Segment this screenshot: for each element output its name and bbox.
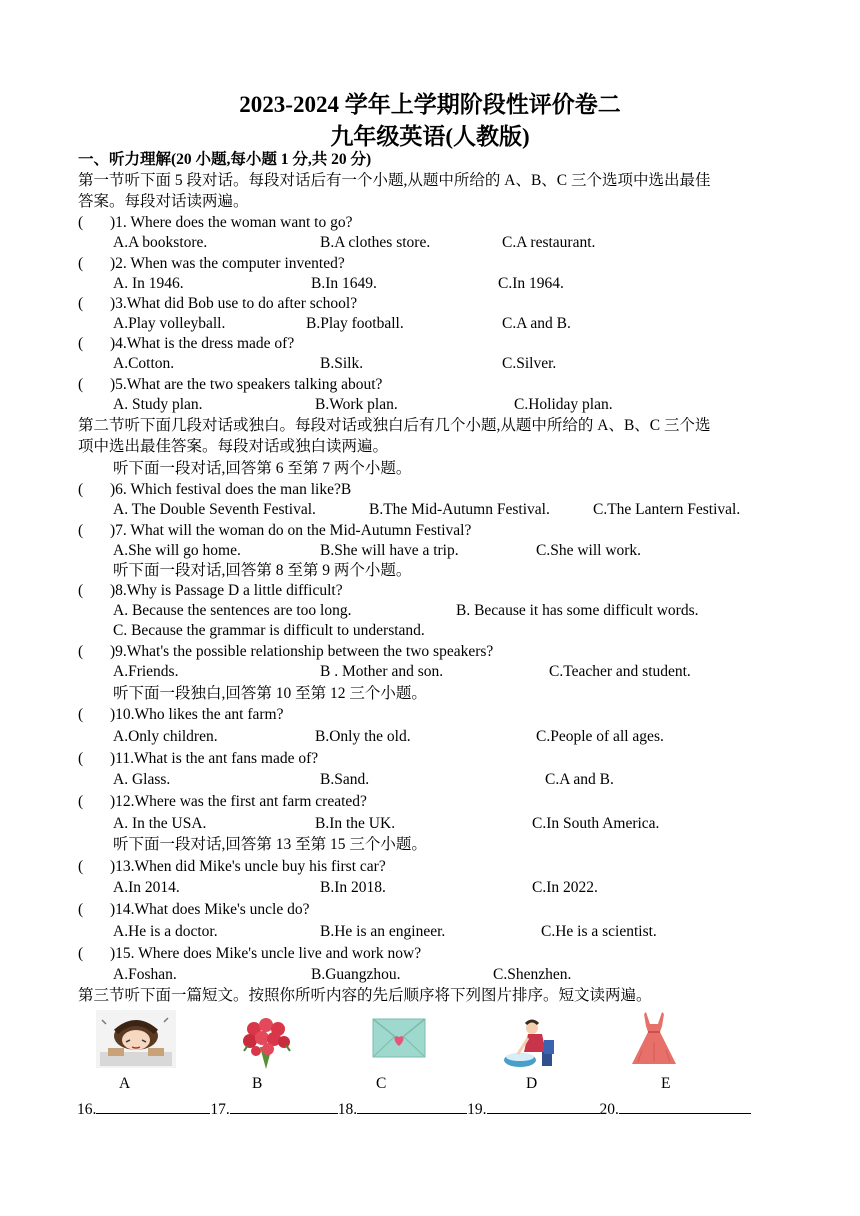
sec3-instruction: 第三节听下面一篇短文。按照你所听内容的先后顺序将下列图片排序。短文读两遍。 bbox=[78, 987, 652, 1004]
question-2: ( )2. When was the computer invented? bbox=[78, 255, 345, 272]
q3-option-b: B.Play football. bbox=[306, 315, 404, 332]
tired-girl-icon bbox=[96, 1010, 176, 1068]
question-8: ( )8.Why is Passage D a little difficult? bbox=[78, 582, 343, 599]
q15-option-a: A.Foshan. bbox=[113, 966, 177, 983]
q11-option-c: C.A and B. bbox=[545, 771, 614, 788]
listen-instruction-6-7: 听下面一段对话,回答第 6 至第 7 两个小题。 bbox=[113, 460, 412, 477]
question-10: ( )10.Who likes the ant farm? bbox=[78, 706, 284, 723]
q15-option-b: B.Guangzhou. bbox=[311, 966, 401, 983]
question-12: ( )12.Where was the first ant farm created? bbox=[78, 793, 367, 810]
q2-option-a: A. In 1946. bbox=[113, 275, 184, 292]
q6-option-c: C.The Lantern Festival. bbox=[593, 501, 741, 518]
question-7: ( )7. What will the woman do on the Mid-Autumn Festival? bbox=[78, 522, 472, 539]
picture-label-e: E bbox=[661, 1075, 671, 1092]
q1-option-b: B.A clothes store. bbox=[320, 234, 431, 251]
q9-option-a: A.Friends. bbox=[113, 663, 179, 680]
question-5: ( )5.What are the two speakers talking about? bbox=[78, 376, 383, 393]
q9-option-c: C.Teacher and student. bbox=[549, 663, 691, 680]
q6-option-a: A. The Double Seventh Festival. bbox=[113, 501, 316, 518]
q13-option-a: A.In 2014. bbox=[113, 879, 180, 896]
question-11: ( )11.What is the ant fans made of? bbox=[78, 750, 319, 767]
q1-option-a: A.A bookstore. bbox=[113, 234, 208, 251]
q7-option-a: A.She will go home. bbox=[113, 542, 241, 559]
q12-option-b: B.In the UK. bbox=[315, 815, 396, 832]
q4-option-a: A.Cotton. bbox=[113, 355, 175, 372]
q10-option-b: B.Only the old. bbox=[315, 728, 411, 745]
picture-label-a: A bbox=[119, 1075, 131, 1092]
picture-label-d: D bbox=[526, 1075, 538, 1092]
q5-option-a: A. Study plan. bbox=[113, 396, 203, 413]
sec1-instruction-line1: 第一节听下面 5 段对话。每段对话后有一个小题,从题中所给的 A、B、C 三个选项中选出最佳 bbox=[78, 172, 711, 189]
question-14: ( )14.What does Mike's uncle do? bbox=[78, 901, 310, 918]
q8-option-c: C. Because the grammar is difficult to understand. bbox=[113, 622, 425, 639]
blank-label-20: 20. bbox=[599, 1101, 619, 1118]
picture-label-b: B bbox=[252, 1075, 263, 1092]
q9-option-b: B . Mother and son. bbox=[320, 663, 444, 680]
blank-label-19: 19. bbox=[467, 1101, 487, 1118]
part1-heading: 一、听力理解(20 小题,每小题 1 分,共 20 分) bbox=[78, 151, 372, 168]
listen-instruction-13-15: 听下面一段对话,回答第 13 至第 15 三个小题。 bbox=[113, 836, 427, 853]
sec1-instruction-line2: 答案。每段对话读两遍。 bbox=[78, 193, 249, 210]
picture-label-c: C bbox=[376, 1075, 387, 1092]
answer-blank-16[interactable] bbox=[96, 1097, 210, 1114]
q3-option-c: C.A and B. bbox=[502, 315, 571, 332]
question-3: ( )3.What did Bob use to do after school? bbox=[78, 295, 358, 312]
q14-option-c: C.He is a scientist. bbox=[541, 923, 657, 940]
q11-option-a: A. Glass. bbox=[113, 771, 171, 788]
sec2-instruction-line1: 第二节听下面几段对话或独白。每段对话或独白后有几个小题,从题中所给的 A、B、C 三个选 bbox=[78, 417, 711, 434]
q1-option-c: C.A restaurant. bbox=[502, 234, 596, 251]
answer-blank-19[interactable] bbox=[487, 1097, 600, 1114]
question-1: ( )1. Where does the woman want to go? bbox=[78, 214, 353, 231]
question-9: ( )9.What's the possible relationship between the two speakers? bbox=[78, 643, 494, 660]
flower-bouquet-icon bbox=[240, 1015, 292, 1071]
listen-instruction-10-12: 听下面一段独白,回答第 10 至第 12 三个小题。 bbox=[113, 685, 427, 702]
q5-option-b: B.Work plan. bbox=[315, 396, 398, 413]
page-title: 2023-2024 学年上学期阶段性评价卷二 bbox=[239, 92, 621, 117]
q3-option-a: A.Play volleyball. bbox=[113, 315, 226, 332]
q13-option-c: C.In 2022. bbox=[532, 879, 598, 896]
answer-blank-18[interactable] bbox=[357, 1097, 467, 1114]
answer-blanks-row bbox=[77, 1097, 751, 1119]
washing-clothes-icon bbox=[502, 1018, 556, 1070]
red-dress-icon bbox=[628, 1010, 680, 1068]
q10-option-a: A.Only children. bbox=[113, 728, 218, 745]
q12-option-a: A. In the USA. bbox=[113, 815, 207, 832]
q2-option-b: B.In 1649. bbox=[311, 275, 377, 292]
question-13: ( )13.When did Mike's uncle buy his first car? bbox=[78, 858, 386, 875]
answer-blank-20[interactable] bbox=[619, 1097, 751, 1114]
question-15: ( )15. Where does Mike's uncle live and work now? bbox=[78, 945, 422, 962]
page-subtitle: 九年级英语(人教版) bbox=[330, 124, 530, 149]
q11-option-b: B.Sand. bbox=[320, 771, 370, 788]
sec2-instruction-line2: 项中选出最佳答案。每段对话或独白读两遍。 bbox=[78, 438, 389, 455]
q4-option-b: B.Silk. bbox=[320, 355, 364, 372]
q14-option-b: B.He is an engineer. bbox=[320, 923, 446, 940]
envelope-heart-icon bbox=[372, 1018, 426, 1058]
blank-label-17: 17. bbox=[210, 1101, 230, 1118]
q15-option-c: C.Shenzhen. bbox=[493, 966, 572, 983]
listen-instruction-8-9: 听下面一段对话,回答第 8 至第 9 两个小题。 bbox=[113, 562, 412, 579]
q8-option-b: B. Because it has some difficult words. bbox=[456, 602, 699, 619]
q6-option-b: B.The Mid-Autumn Festival. bbox=[369, 501, 550, 518]
question-6: ( )6. Which festival does the man like?B bbox=[78, 481, 352, 498]
q14-option-a: A.He is a doctor. bbox=[113, 923, 218, 940]
q5-option-c: C.Holiday plan. bbox=[514, 396, 613, 413]
blank-label-18: 18. bbox=[337, 1101, 358, 1118]
blank-label-16: 16. bbox=[77, 1101, 97, 1118]
q7-option-b: B.She will have a trip. bbox=[320, 542, 459, 559]
q13-option-b: B.In 2018. bbox=[320, 879, 386, 896]
q8-option-a: A. Because the sentences are too long. bbox=[113, 602, 352, 619]
q10-option-c: C.People of all ages. bbox=[536, 728, 664, 745]
q2-option-c: C.In 1964. bbox=[498, 275, 564, 292]
q4-option-c: C.Silver. bbox=[502, 355, 557, 372]
question-4: ( )4.What is the dress made of? bbox=[78, 335, 295, 352]
answer-blank-17[interactable] bbox=[230, 1097, 338, 1114]
q12-option-c: C.In South America. bbox=[532, 815, 660, 832]
q7-option-c: C.She will work. bbox=[536, 542, 642, 559]
